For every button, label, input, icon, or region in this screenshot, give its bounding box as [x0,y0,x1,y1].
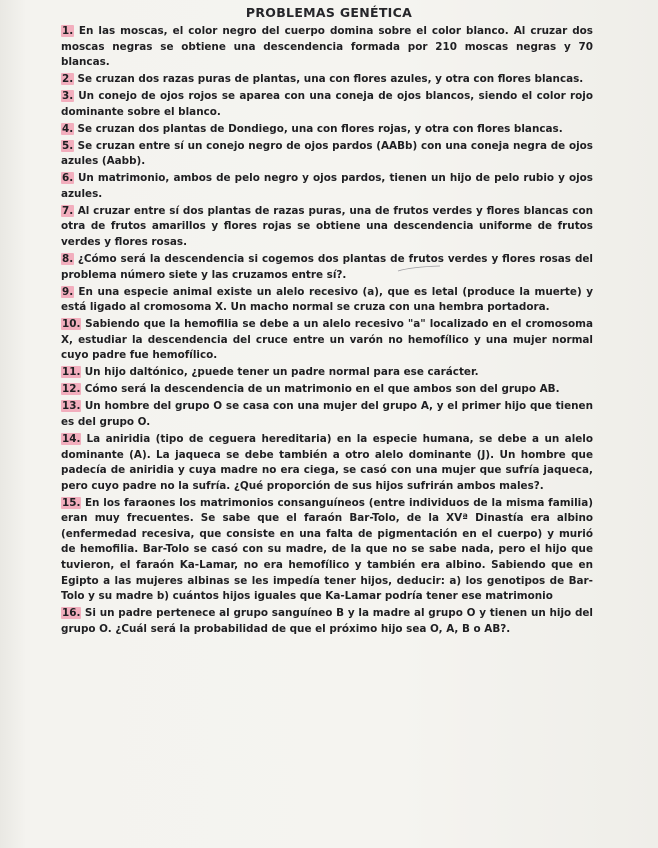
problem-number: 6. [62,172,74,185]
problem-item [61,204,593,251]
problem-number: 11. [62,366,81,379]
problem-text: En los faraones los matrimonios consanguíneos (entre individuos de la misma familia) eran muy frecuentes. Se sabe que el faraón Bar-Tolo, de la XVª Dinastía era albino (enfermedad recesiva, que consiste en una falta de pigmentación en el cuerpo) y murió de hemofilia. Bar-Tolo se casó con su madre, de la que no se sabe nada, pero el hijo que tuvieron, el faraón Ka-Lamar, no era hemofílico y también era albino. Sabiendo que en Egipto a las mujeres albinas se les impedía tener hijos, deducir: a) los genotipos de Bar-Tolo y su madre b) cuántos hijos iguales que Ka-Lamar podría tener ese matrimonio [61,496,593,603]
problem-item [61,122,593,138]
problem-text: Si un padre pertenece al grupo sanguíneo B y la madre al grupo O y tienen un hijo del grupo O. ¿Cuál será la probabilidad de que el próximo hijo sea O, A, B o AB?. [61,607,593,635]
problem-number: 9. [62,285,74,298]
problem-item [61,72,593,88]
problem-text: Se cruzan dos razas puras de plantas, una con flores azules, y otra con flores blancas. [77,73,584,86]
problem-item [61,399,593,430]
problem-item [61,496,593,605]
problem-text: En las moscas, el color negro del cuerpo domina sobre el color blanco. Al cruzar dos moscas negras se obtiene una descendencia formada por 210 moscas negras y 70 blancas. [61,25,593,69]
problem-text: Un hombre del grupo O se casa con una mujer del grupo A, y el primer hijo que tienen es del grupo O. [61,400,593,428]
problem-item [61,171,593,202]
problem-text: Se cruzan dos plantas de Dondiego, una con flores rojas, y otra con flores blancas. [77,122,563,135]
document-title: PROBLEMAS GENÉTICA [245,5,413,20]
problem-item [61,89,593,120]
problem-item [61,24,593,71]
problem-item [61,139,593,170]
problem-text: Se cruzan entre sí un conejo negro de ojos pardos (AABb) con una coneja negra de ojos azules (Aabb). [61,139,593,168]
problem-number: 5. [62,139,74,152]
problem-number: 8. [62,253,74,266]
problem-text: ¿Cómo será la descendencia si cogemos dos plantas de frutos verdes y flores rosas del problema número siete y las cruzamos entre sí?. [61,253,593,281]
problem-text: Sabiendo que la hemofilia se debe a un alelo recesivo "a" localizado en el cromosoma X, estudiar la descendencia del cruce entre un varón no hemofílico y una mujer normal cuyo padre fue hemofílico. [61,318,593,362]
problem-number: 2. [62,73,74,86]
problem-text: En una especie animal existe un alelo recesivo (a), que es letal (produce la muerte) y está ligado al cromosoma X. Un macho normal se cruza con una hembra portadora. [61,285,594,314]
problem-number: 10. [62,318,81,331]
problem-text: Un conejo de ojos rojos se aparea con una coneja de ojos blancos, siendo el color rojo dominante sobre el blanco. [61,90,594,118]
problem-text: Un matrimonio, ambos de pelo negro y ojos pardos, tienen un hijo de pelo rubio y ojos azules. [61,172,593,200]
problem-number: 14. [62,432,81,445]
problem-number: 16. [62,607,81,620]
problem-number: 13. [62,400,81,413]
problem-text: Un hijo daltónico, ¿puede tener un padre normal para ese carácter. [84,366,479,379]
problem-number: 15. [62,496,81,509]
problem-item [61,606,593,637]
problem-item [61,432,593,494]
problem-number: 4. [62,122,74,135]
problem-text: La aniridia (tipo de ceguera hereditaria) en la especie humana, se debe a un alelo dominante (A). La jaqueca se debe también a otro alelo dominante (J). Un hombre que padecía de aniridia y cuya madre no era ciega, se casó con una mujer que sufría jaqueca, pero cuyo padre no la sufría. ¿Qué proporción de sus hijos sufrirán ambos males?. [61,432,593,492]
problem-list [61,24,593,639]
problem-number: 1. [62,25,74,37]
problem-number: 12. [62,383,81,396]
problem-number: 3. [62,90,74,103]
problem-item [61,365,593,381]
problem-item [61,252,593,283]
problem-item [61,317,593,364]
problem-item [61,382,593,398]
problem-text: Al cruzar entre sí dos plantas de razas puras, una de frutos verdes y flores blancas con otra de frutos amarillos y flores rojas se obtiene una descendencia uniforme de frutos verdes y flores rosas. [61,204,593,249]
problem-number: 7. [62,204,74,217]
problem-item [61,285,593,316]
problem-text: Cómo será la descendencia de un matrimonio en el que ambos son del grupo AB. [84,383,560,396]
